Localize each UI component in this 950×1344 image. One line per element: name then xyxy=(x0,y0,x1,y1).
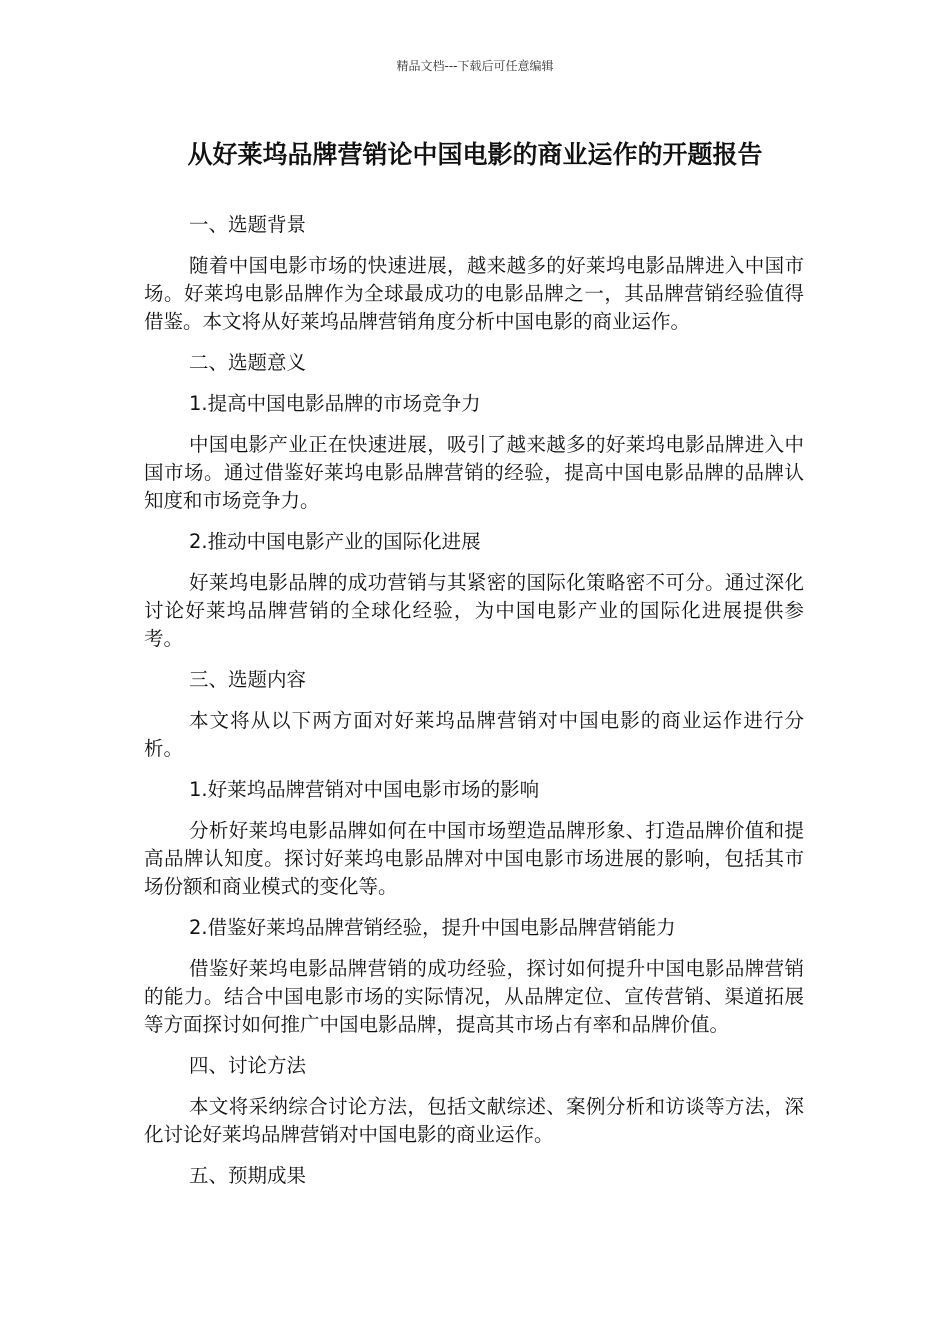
body-paragraph: 中国电影产业正在快速进展，吸引了越来越多的好莱坞电影品牌进入中国市场。通过借鉴好莱坞电影品牌营销的经验，提高中国电影品牌的品牌认知度和市场竞争力。 xyxy=(144,433,804,512)
section-heading: 二、选题意义 xyxy=(189,351,307,374)
document-body xyxy=(144,211,804,1203)
subsection-heading: 2.借鉴好莱坞品牌营销经验，提升中国电影品牌营销能力 xyxy=(189,916,676,939)
body-paragraph: 本文将采纳综合讨论方法，包括文献综述、案例分析和访谈等方法，深化讨论好莱坞品牌营销对中国电影的商业运作。 xyxy=(144,1095,804,1146)
section-heading: 一、选题背景 xyxy=(189,213,307,236)
document-title: 从好莱坞品牌营销论中国电影的商业运作的开题报告 xyxy=(187,140,763,169)
body-paragraph: 借鉴好莱坞电影品牌营销的成功经验，探讨如何提升中国电影品牌营销的能力。结合中国电影市场的实际情况，从品牌定位、宣传营销、渠道拓展等方面探讨如何推广中国电影品牌，提高其市场占有率和品牌价值。 xyxy=(144,957,804,1036)
body-paragraph: 好莱坞电影品牌的成功营销与其紧密的国际化策略密不可分。通过深化讨论好莱坞品牌营销的全球化经验，为中国电影产业的国际化进展提供参考。 xyxy=(144,571,804,650)
subsection-heading: 1.提高中国电影品牌的市场竞争力 xyxy=(189,392,481,415)
subsection-heading: 2.推动中国电影产业的国际化进展 xyxy=(189,530,481,553)
section-heading: 五、预期成果 xyxy=(189,1164,307,1187)
header-note: 精品文档---下载后可任意编辑 xyxy=(396,59,554,73)
section-heading: 三、选题内容 xyxy=(189,668,307,691)
subsection-heading: 1.好莱坞品牌营销对中国电影市场的影响 xyxy=(189,778,540,801)
body-paragraph: 本文将从以下两方面对好莱坞品牌营销对中国电影的商业运作进行分析。 xyxy=(144,709,804,760)
body-paragraph: 分析好莱坞电影品牌如何在中国市场塑造品牌形象、打造品牌价值和提高品牌认知度。探讨好莱坞电影品牌对中国电影市场进展的影响，包括其市场份额和商业模式的变化等。 xyxy=(144,819,804,898)
body-paragraph: 随着中国电影市场的快速进展，越来越多的好莱坞电影品牌进入中国市场。好莱坞电影品牌作为全球最成功的电影品牌之一，其品牌营销经验值得借鉴。本文将从好莱坞品牌营销角度分析中国电影的商业运作。 xyxy=(144,254,804,333)
section-heading: 四、讨论方法 xyxy=(189,1054,307,1077)
